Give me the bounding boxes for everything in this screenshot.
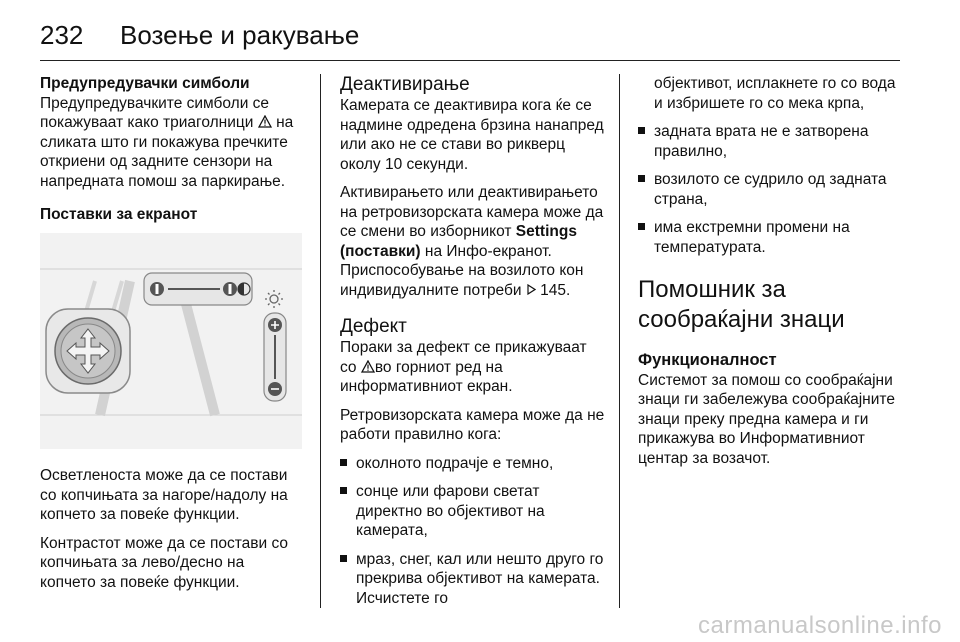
list-item: задната врата не е затворена правилно,: [638, 122, 906, 161]
page-reference: 145.: [540, 281, 571, 299]
heading-functionality: Функционалност: [638, 351, 777, 369]
activation-paragraph: [340, 183, 606, 300]
heading-screen-settings: Поставки за екранот: [40, 206, 198, 223]
fault-text-b: во горниот ред на информативниот екран.: [340, 358, 513, 395]
fault-paragraph: [340, 338, 606, 397]
warning-triangle-icon: [258, 115, 272, 128]
list-item: возилото се судрило од задната страна,: [638, 170, 906, 209]
fault-text-a: Пораки за дефект се прикажуваат со: [340, 339, 587, 376]
warning-symbols-text-a: Предупредувачките симболи се покажуваат како триаголници: [40, 94, 270, 131]
heading-fault: Дефект: [340, 316, 407, 337]
warning-symbols-text-b: на сликата што ги покажува пречките откриени од задните сензори на напредната помош за паркирање.: [40, 114, 294, 190]
malfunction-intro: Ретровизорската камера може да не работи правилно кога:: [340, 406, 605, 443]
malfunction-list: [340, 454, 606, 609]
heading-warning-symbols: Предупредувачки симболи: [40, 75, 250, 92]
list-item: мраз, снег, кал или нешто друго го прекрива објективот на камерата. Исчистете го: [340, 550, 606, 609]
chapter-title: Возење и ракување: [120, 20, 360, 50]
malfunction-list-continued: [638, 122, 906, 257]
page-reference-arrow-icon: [526, 284, 536, 295]
warning-symbols-paragraph: [40, 94, 302, 192]
column-1: [40, 74, 302, 601]
column-divider-2: [619, 74, 620, 608]
activation-text-b: на Инфо-екранот. Приспособување на возилото кон индивидуалните потреби: [340, 242, 584, 299]
warning-triangle-icon: [361, 360, 375, 373]
column-divider-1: [320, 74, 321, 608]
heading-traffic-sign-assistant: Помошник за сообраќајни знаци: [638, 276, 845, 333]
column-2: [340, 74, 606, 617]
header-rule: [40, 60, 900, 61]
brightness-paragraph: Осветленоста може да се постави со копчињата за нагоре/надолу на копчето за повеќе функции.: [40, 467, 288, 523]
watermark: carmanualsonline.info: [698, 612, 942, 639]
deactivation-paragraph: Камерата се деактивира кога ќе се надмине одредена брзина нанапред или ако не се стави во рикверц околу 10 секунди.: [340, 97, 604, 173]
page-header: [40, 12, 900, 62]
page-number: 232: [40, 20, 84, 50]
activation-text-a: Активирањето или деактивирањето на ретровизорската камера може да се смени во изборникот: [340, 184, 604, 240]
display-settings-figure: [40, 233, 302, 449]
column-3: [638, 74, 906, 477]
list-item: сонце или фарови светат директно во објективот на камерата,: [340, 482, 606, 541]
list-item: околното подрачје е темно,: [340, 454, 606, 474]
functionality-paragraph: Системот за помош со сообраќајни знаци ги забележува сообраќајните знаци преку предна камера и ги прикажува во Информативниот центар за возачот.: [638, 371, 895, 467]
list-item: има екстремни промени на температурата.: [638, 218, 906, 257]
heading-deactivation: Деактивирање: [340, 74, 470, 95]
continued-bullet-text: објективот, исплакнете го со вода и избришете го со мека крпа,: [654, 75, 896, 112]
settings-menu-label: Settings (поставки): [340, 223, 577, 260]
contrast-paragraph: Контрастот може да се постави со копчињата за лево/десно на копчето за повеќе функции.: [40, 534, 289, 591]
